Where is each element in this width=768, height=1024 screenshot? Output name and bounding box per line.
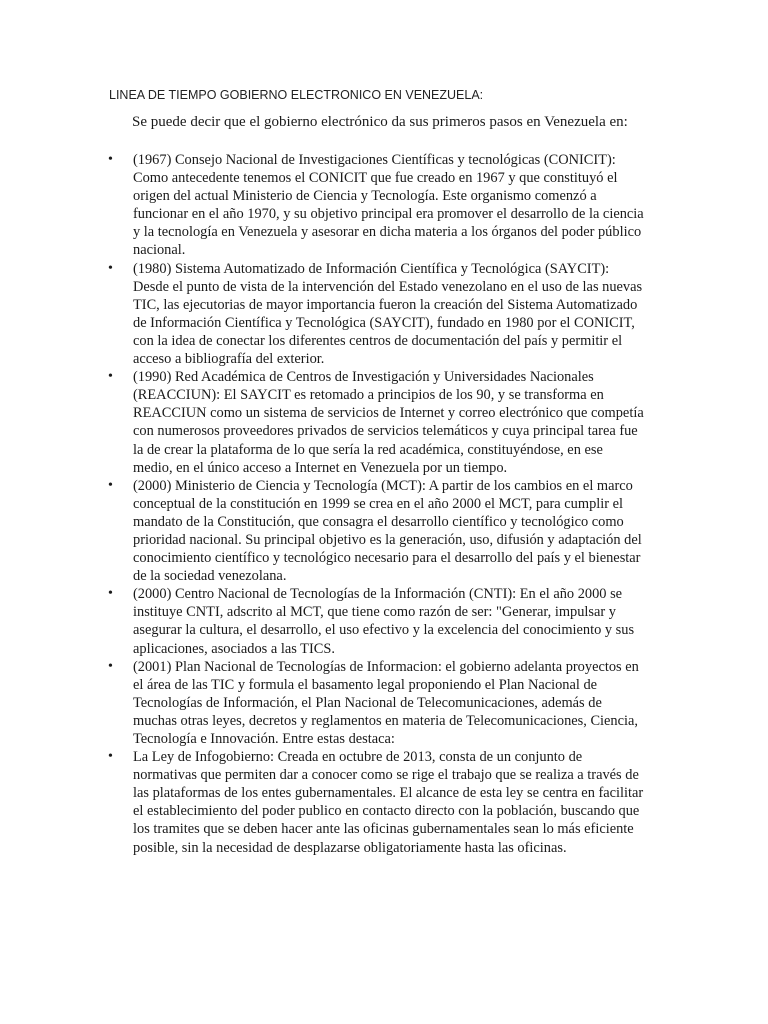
bullet-icon: • — [108, 658, 113, 674]
list-item-text: (2000) Ministerio de Ciencia y Tecnología (MCT): A partir de los cambios en el marco conceptual de la constitución en 1999 se crea en el año 2000 el MCT, para cumplir el mandato de la Constitución, que consagra el desarrollo científico y tecnológico como prioridad nacional. Su principal objetivo es la generación, uso, difusión y adaptación del conocimiento científico y tecnológico necesario para el desarrollo del país y el bienestar de la sociedad venezolana. — [133, 477, 642, 585]
list-item — [0, 585, 645, 657]
bullet-icon: • — [108, 369, 113, 385]
list-item — [0, 260, 645, 369]
bullet-icon: • — [108, 152, 113, 167]
document-heading: LINEA DE TIEMPO GOBIERNO ELECTRONICO EN VENEZUELA: — [109, 88, 484, 102]
list-item — [0, 151, 645, 260]
list-item — [0, 658, 645, 748]
list-item-text: (1967) Consejo Nacional de Investigaciones Científicas y tecnológicas (CONICIT): Como antecedente tenemos el CONICIT que fue creado en 1967 y que constituyó el origen del actual Ministerio de Ciencia y Tecnología. Este organismo comenzó a funcionar en el año 1970, y su objetivo principal era promover el desarrollo de la ciencia y la tecnología en Venezuela y asesorar en dicha materia a los órganos del poder público nacional. — [133, 152, 644, 259]
list-item-text: (2001) Plan Nacional de Tecnologías de Informacion: el gobierno adelanta proyectos en el área de las TIC y formula el basamento legal proponiendo el Plan Nacional de Tecnologías de Información, el Plan Nacional de Telecomunicaciones, además de muchas otras leyes, decretos y reglamentos en materia de Telecomunicaciones, Ciencia, Tecnología e Innovación. Entre estas destaca: — [133, 658, 639, 747]
list-item-text: La Ley de Infogobierno: Creada en octubre de 2013, consta de un conjunto de normativas que permiten dar a conocer como se rige el trabajo que se realiza a través de las plataformas de los entes gubernamentales. El alcance de esta ley se centra en facilitar el establecimiento del poder publico en contacto directo con la población, buscando que los tramites que se deben hacer ante las oficinas gubernamentales sean lo más eficiente posible, sin la necesidad de desplazarse obligatoriamente hasta las oficinas. — [133, 749, 644, 856]
bullet-icon: • — [108, 749, 113, 765]
list-item — [0, 368, 645, 477]
list-item-text: (1980) Sistema Automatizado de Información Científica y Tecnológica (SAYCIT): Desde el punto de vista de la intervención del Estado venezolano en el uso de las nuevas TIC, las ejecutorias de mayor importancia fueron la creación del Sistema Automatizado de Información Científica y Tecnológica (SAYCIT), fundado en 1980 por el CONICIT, con la idea de conectar los diferentes centros de documentación del país y permitir el acceso a bibliografía del exterior. — [133, 260, 643, 368]
timeline-list — [0, 151, 768, 857]
list-item-text: (2000) Centro Nacional de Tecnologías de la Información (CNTI): En el año 2000 se instituye CNTI, adscrito al MCT, que tiene como razón de ser: "Generar, impulsar y asegurar la cultura, el desarrollo, el uso efectivo y la excelencia del conocimiento y sus aplicaciones, asociados a las TICS. — [133, 586, 635, 657]
intro-paragraph: Se puede decir que el gobierno electrónico da sus primeros pasos en Venezuela en: — [132, 114, 628, 130]
list-item — [0, 477, 645, 586]
bullet-icon: • — [108, 260, 113, 276]
bullet-icon: • — [108, 586, 113, 602]
bullet-icon: • — [108, 477, 113, 493]
list-item-text: (1990) Red Académica de Centros de Investigación y Universidades Nacionales (REACCIUN): El SAYCIT es retomado a principios de los 90, y se transforma en REACCIUN como un sistema de servicios de Internet y correo electrónico que competía con numerosos proveedores privados de servicios telemáticos y cuya principal tarea fue la de crear la plataforma de lo que sería la red académica, constituyéndose, en ese medio, en el único acceso a Internet en Venezuela por un tiempo. — [133, 369, 644, 476]
list-item — [0, 748, 645, 857]
